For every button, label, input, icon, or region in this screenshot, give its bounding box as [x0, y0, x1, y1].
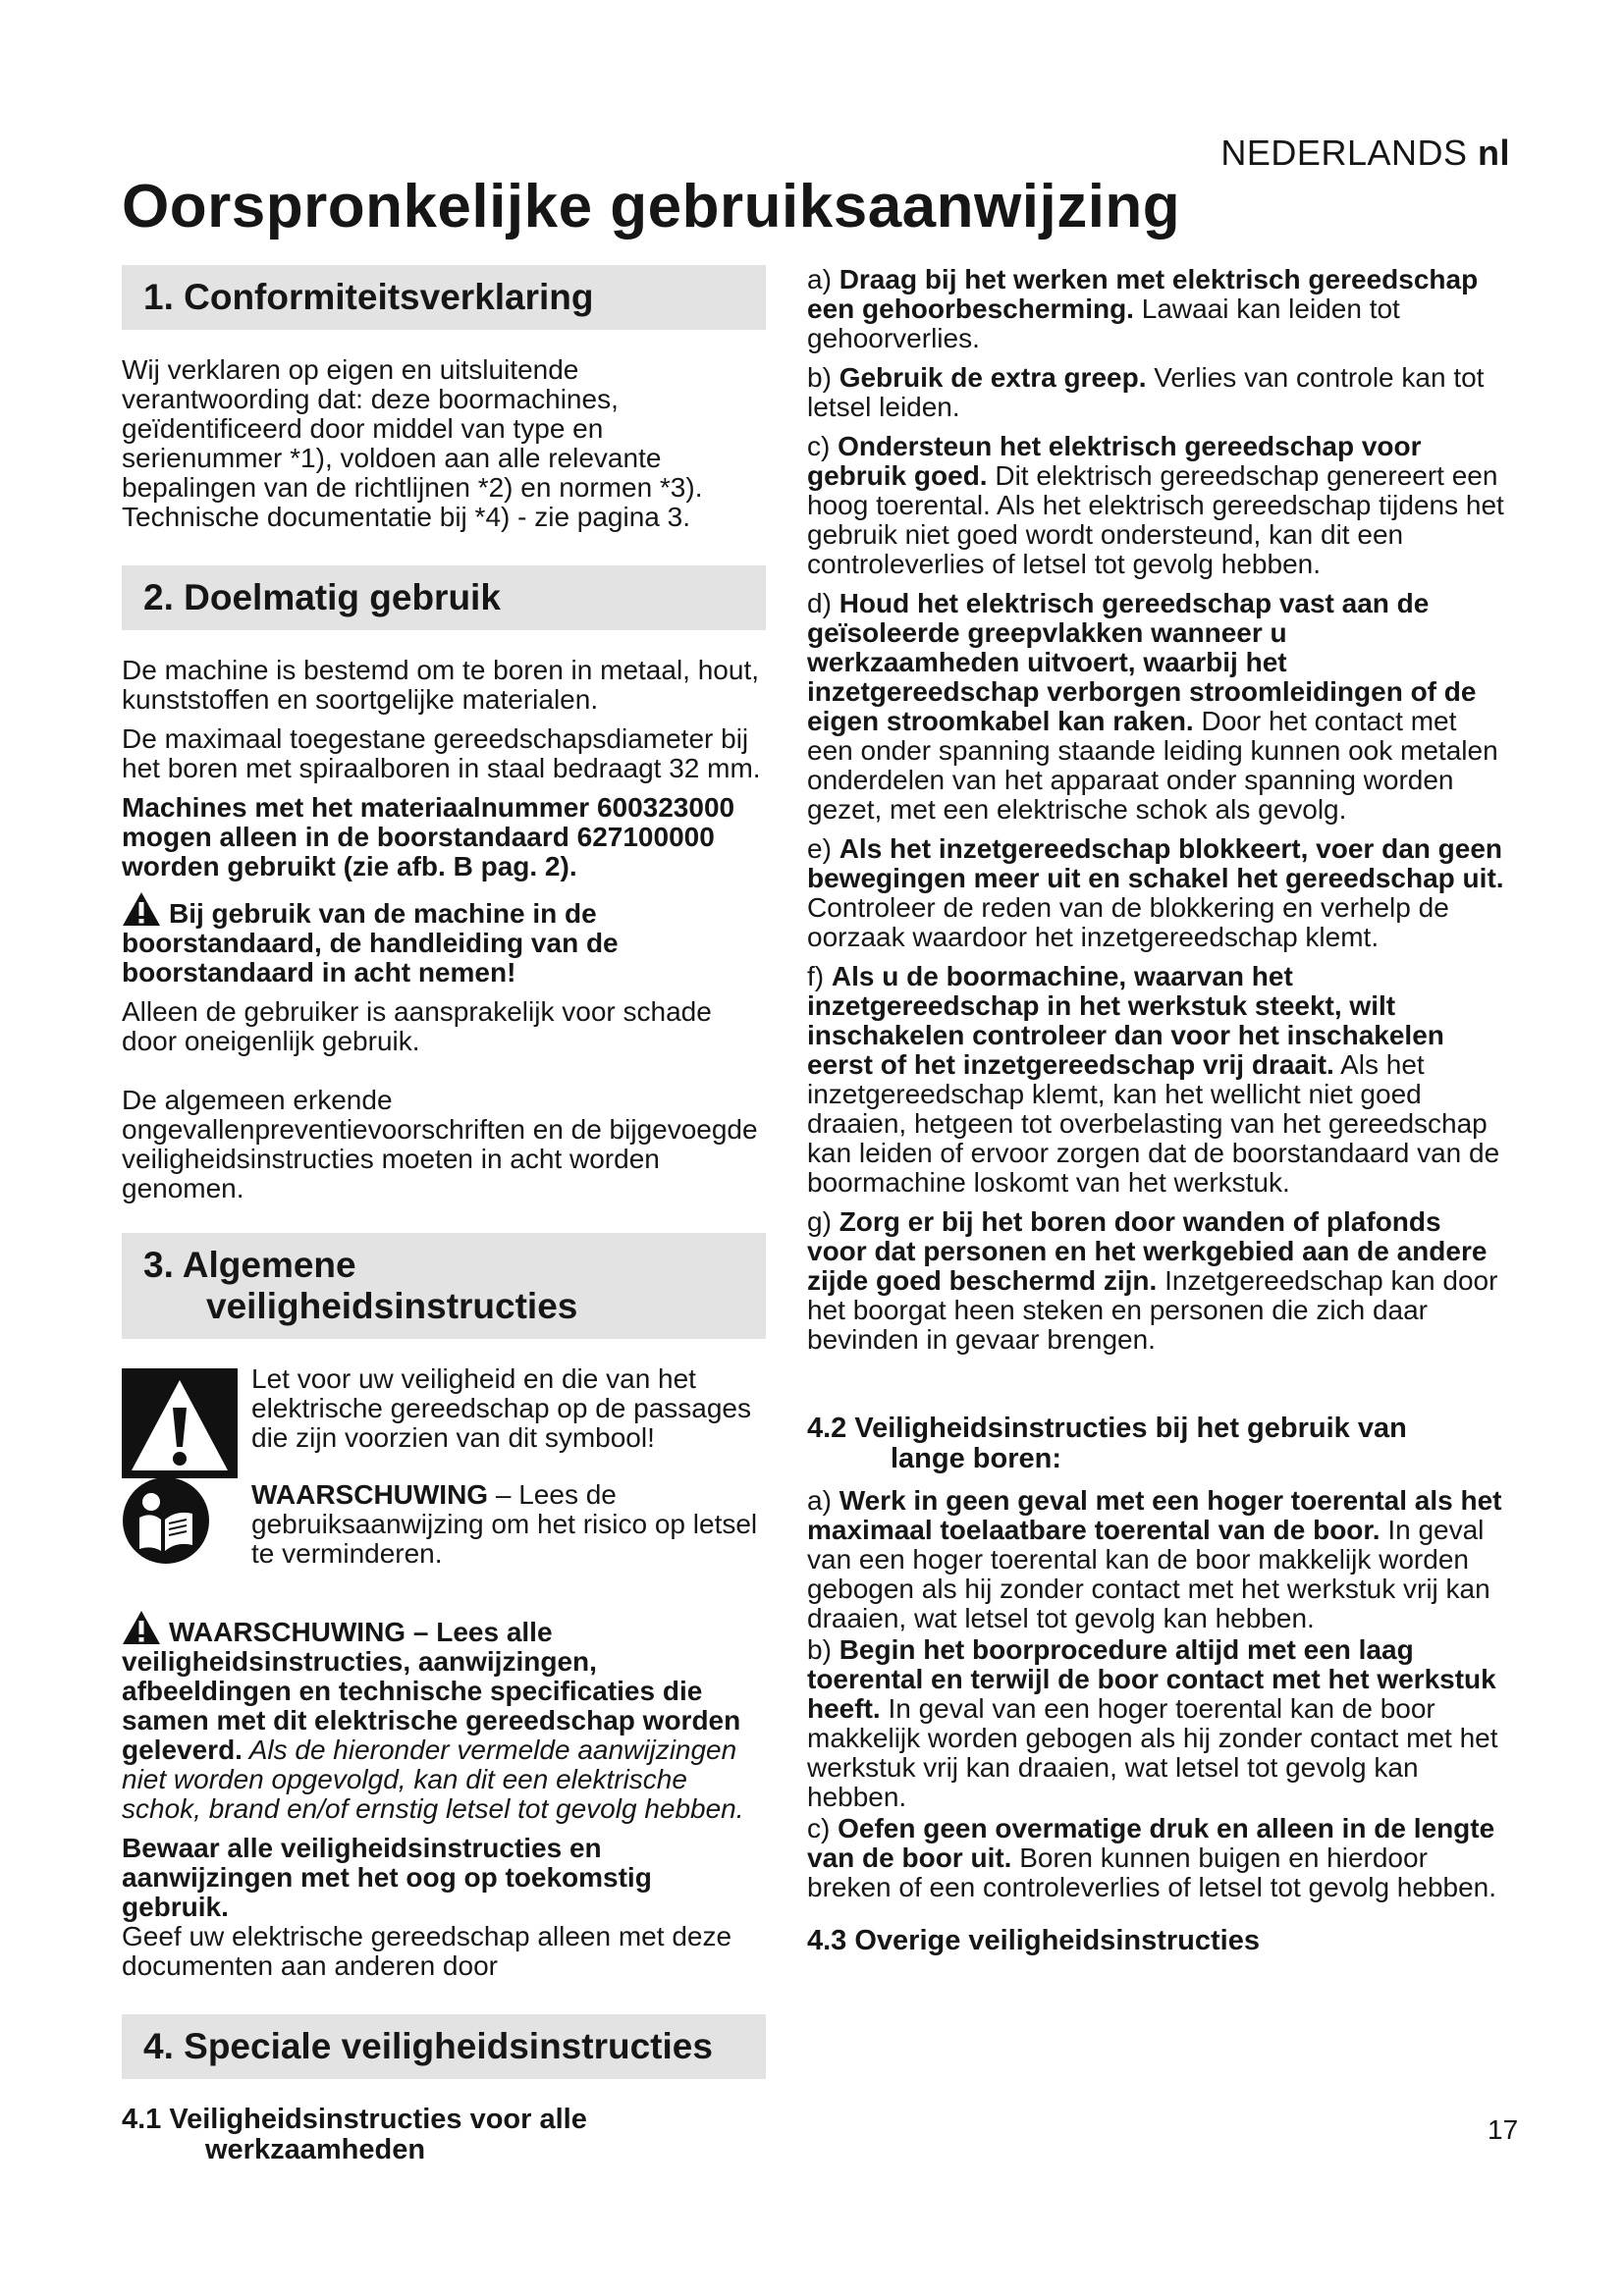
item-label: c)	[807, 1813, 839, 1843]
item-label: a)	[807, 1485, 839, 1516]
safety-symbol-note	[122, 1364, 766, 1472]
section-2-p1: De machine is bestemd om te boren in metaal, hout, kunststoffen en soortgelijke materialen.	[122, 655, 760, 715]
item-label: g)	[807, 1206, 839, 1237]
read-manual-warning-label: WAARSCHUWING	[251, 1479, 489, 1510]
item-bold: Begin het boorprocedure altijd met een laag toerental en terwijl de boor contact met het werkstuk heeft.	[807, 1634, 1496, 1724]
section-3-heading-line1: 3. Algemene	[143, 1245, 356, 1285]
read-manual-warning-text: – Lees de gebruiksaanwijzing om het risico op letsel te verminderen.	[251, 1479, 758, 1569]
item-text: Dit elektrisch gereedschap genereert een hoog toerental. Als het elektrisch gereedschap tijdens het gebruik niet goed wordt ondersteund, kan dit een controleverlies of letsel tot gevolg hebben.	[807, 460, 1504, 579]
item-bold: Draag bij het werken met elektrisch gereedschap een gehoorbescherming.	[807, 264, 1479, 324]
item-bold: Als het inzetgereedschap blokkeert, voer dan geen bewegingen meer uit en schakel het gereedschap uit.	[807, 833, 1504, 893]
subsection-4-1-line1: 4.1 Veiligheidsinstructies voor alle	[122, 2104, 587, 2135]
warning-triangle-icon	[122, 1368, 238, 1478]
language-code: nl	[1478, 133, 1510, 173]
section-3-heading	[122, 1233, 766, 1339]
section-2-warning	[122, 891, 766, 988]
item-d	[807, 589, 1506, 825]
item-bold: Werk in geen geval met een hoger toerental als het maximaal toelaatbare toerental van de boor.	[807, 1485, 1502, 1545]
item-bold: Zorg er bij het boren door wanden of plafonds voor dat personen en het werkgebied aan de andere zijde goed beschermd zijn.	[807, 1206, 1488, 1296]
item-bold: Houd het elektrisch gereedschap vast aan de geïsoleerde greepvlakken wanneer u werkzaamheden uitvoert, waarbij het inzetgereedschap verborgen stroomleidingen of de eigen stroomkabel kan raken.	[807, 588, 1477, 736]
item-f	[807, 962, 1506, 1198]
item-text: Verlies van controle kan tot letsel leiden.	[807, 362, 1485, 422]
section-4-heading: 4. Speciale veiligheidsinstructies	[122, 2014, 766, 2079]
section-2-heading: 2. Doelmatig gebruik	[122, 565, 766, 630]
item-a	[807, 265, 1506, 353]
item-text: Lawaai kan leiden tot gehoorverlies.	[807, 294, 1400, 353]
item-bold: Als u de boormachine, waarvan het inzetgereedschap in het werkstuk steekt, wilt inschakelen controleer dan voor het inschakelen eerst of het inzetgereedschap vrij draait.	[807, 961, 1444, 1080]
subsection-4-3-heading: 4.3 Overige veiligheidsinstructies	[807, 1925, 1260, 1956]
item-b	[807, 363, 1506, 422]
section-2-warning-text: Bij gebruik van de machine in de boorstandaard, de handleiding van de boorstandaard in acht nemen!	[122, 898, 619, 988]
long-drill-item-c	[807, 1814, 1506, 1902]
section-3-heading-line2: veiligheidsinstructies	[206, 1286, 578, 1326]
right-column	[807, 265, 1506, 1968]
item-label: b)	[807, 362, 839, 393]
item-text: Door het contact met een onder spanning staande leiding kunnen ook metalen onderdelen van het apparaat onder spanning worden gezet, met een elektrische schok als gevolg.	[807, 706, 1498, 825]
keep-instructions	[122, 1834, 766, 1981]
section-2-p4: Alleen de gebruiker is aansprakelijk voor schade door oneigenlijk gebruik.	[122, 996, 712, 1056]
item-text: Inzetgereedschap kan door het boorgat heen steken en personen die zich daar bevinden in gevaar brengen.	[807, 1265, 1498, 1355]
read-manual-text	[214, 1480, 766, 1569]
page-number: 17	[1488, 2114, 1519, 2145]
keep-instructions-bold: Bewaar alle veiligheidsinstructies en aanwijzingen met het oog op toekomstig gebruik.	[122, 1833, 652, 1922]
warning-triangle-icon	[122, 1610, 161, 1645]
item-bold: Oefen geen overmatige druk en alleen in de lengte van de boor uit.	[807, 1813, 1495, 1873]
item-label: c)	[807, 431, 839, 461]
subsection-4-2-heading	[807, 1414, 1506, 1474]
item-c	[807, 432, 1506, 579]
item-e	[807, 834, 1506, 952]
item-text: Boren kunnen buigen en hierdoor breken of een controleverlies of letsel tot gevolg hebben.	[807, 1842, 1497, 1902]
section-2-p5: De algemeen erkende ongevallenpreventievoorschriften en de bijgevoegde veiligheidsinstructies moeten in acht worden genomen.	[122, 1085, 758, 1203]
long-drill-item-a	[807, 1486, 1506, 1633]
read-manual-icon	[122, 1476, 210, 1565]
language-tag	[1220, 133, 1510, 174]
section-2-p2: De maximaal toegestane gereedschapsdiameter bij het boren met spiraalboren in staal bedraagt 32 mm.	[122, 723, 761, 783]
item-text: Als het inzetgereedschap klemt, kan het wellicht niet goed draaien, hetgeen tot overbelasting van het gereedschap kan leiden of ervoor zorgen dat de boorstandaard van de boormachine loskomt van het werkstuk.	[807, 1049, 1500, 1198]
item-bold: Ondersteun het elektrisch gereedschap voor gebruik goed.	[807, 431, 1422, 491]
item-text: In geval van een hoger toerental kan de boor makkelijk worden gebogen als hij zonder contact met het werkstuk vrij kan draaien, wat letsel tot gevolg kan hebben.	[807, 1693, 1498, 1812]
warning-triangle-icon	[122, 891, 161, 927]
document-title: Oorspronkelijke gebruiksaanwijzing	[122, 173, 1181, 240]
item-label: e)	[807, 833, 839, 864]
section-1-heading: 1. Conformiteitsverklaring	[122, 265, 766, 330]
item-label: a)	[807, 264, 839, 294]
item-bold: Gebruik de extra greep.	[839, 362, 1147, 393]
general-warning	[122, 1610, 766, 1824]
read-manual-note	[122, 1480, 766, 1569]
item-text: Controleer de reden van de blokkering en verhelp de oorzaak waardoor het inzetgereedschap klemt.	[807, 892, 1449, 952]
section-1-text: Wij verklaren op eigen en uitsluitende verantwoording dat: deze boormachines, geïdentificeerd door middel van type en serienummer *1), voldoen aan alle relevante bepalingen van de richtlijnen *2) en normen *3). Technische documentatie bij *4) - zie pagina 3.	[122, 354, 703, 532]
long-drill-item-b	[807, 1635, 1506, 1812]
item-text: In geval van een hoger toerental kan de boor makkelijk worden gebogen als hij zonder contact met het werkstuk vrij kan draaien, wat letsel tot gevolg kan hebben.	[807, 1515, 1490, 1633]
subsection-4-1-heading	[122, 2105, 766, 2165]
item-label: b)	[807, 1634, 839, 1665]
item-label: d)	[807, 588, 839, 618]
safety-symbol-text: Let voor uw veiligheid en die van het elektrische gereedschap op de passages die zijn voorzien van dit symbool!	[251, 1363, 752, 1453]
item-g	[807, 1207, 1506, 1355]
subsection-4-2-line1: 4.2 Veiligheidsinstructies bij het gebruik van	[807, 1413, 1407, 1444]
subsection-4-1-line2: werkzaamheden	[205, 2134, 426, 2165]
general-warning-italic: Als de hieronder vermelde aanwijzingen niet worden opgevolgd, kan dit een elektrische schok, brand en/of ernstig letsel tot gevolg hebben.	[122, 1735, 744, 1824]
keep-instructions-text: Geef uw elektrische gereedschap alleen met deze documenten aan anderen door	[122, 1921, 732, 1981]
language-label: NEDERLANDS	[1220, 133, 1468, 173]
left-column	[122, 265, 766, 2177]
general-warning-bold: WAARSCHUWING – Lees alle veiligheidsinstructies, aanwijzingen, afbeeldingen en technische specificaties die samen met dit elektrische gereedschap worden geleverd.	[122, 1617, 741, 1765]
item-label: f)	[807, 961, 832, 991]
section-2-p3: Machines met het materiaalnummer 600323000 mogen alleen in de boorstandaard 627100000 worden gebruikt (zie afb. B pag. 2).	[122, 792, 735, 881]
subsection-4-2-line2: lange boren:	[891, 1443, 1062, 1474]
